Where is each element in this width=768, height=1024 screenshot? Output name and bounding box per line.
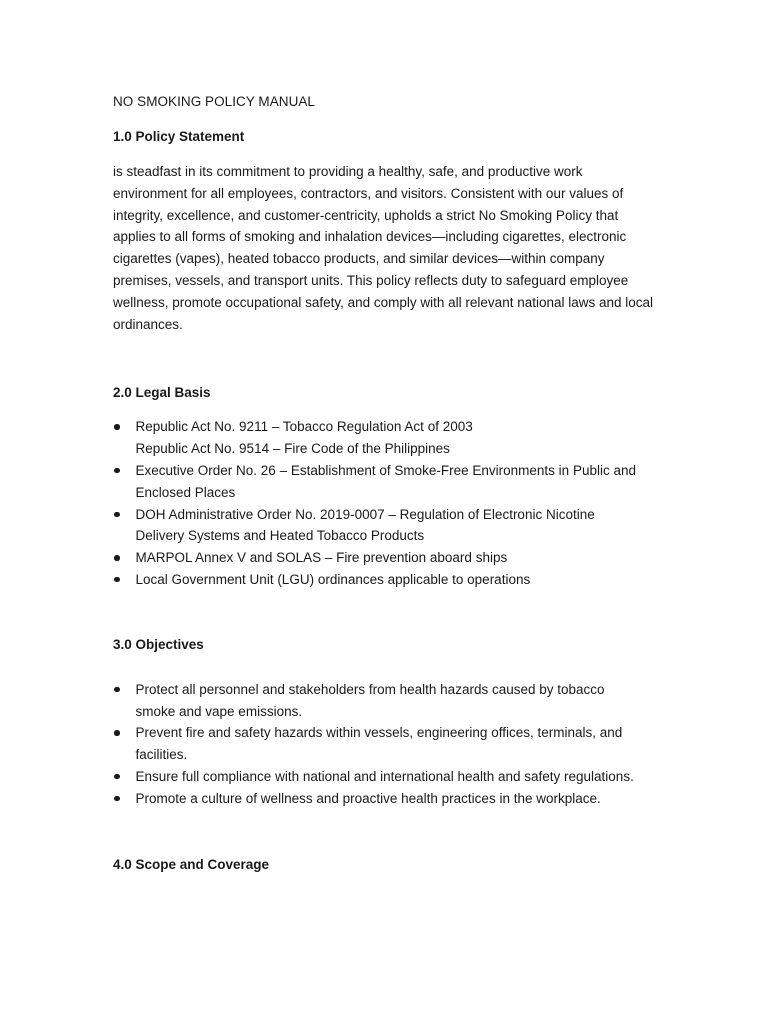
document-page: [113, 93, 658, 874]
bullet-icon: [114, 555, 120, 561]
list-item: [113, 460, 658, 504]
list-item: [113, 679, 658, 723]
document-title: NO SMOKING POLICY MANUAL: [113, 94, 315, 109]
list-item-text: Protect all personnel and stakeholders from health hazards caused by tobacco: [135, 681, 605, 697]
section-heading-legal-basis: 2.0 Legal Basis: [113, 385, 211, 401]
list-item-text: Delivery Systems and Heated Tobacco Products: [135, 528, 425, 544]
list-item-text: MARPOL Annex V and SOLAS – Fire prevention aboard ships: [135, 550, 508, 566]
bullet-icon: [114, 424, 120, 430]
list-item-text: Executive Order No. 26 – Establishment of Smoke-Free Environments in Public and: [135, 462, 636, 478]
bullet-icon: [114, 468, 120, 474]
bullet-icon: [114, 577, 120, 583]
list-item: [113, 766, 658, 788]
list-item: [113, 416, 658, 460]
bullet-icon: [114, 687, 120, 693]
list-item-text: DOH Administrative Order No. 2019-0007 – Regulation of Electronic Nicotine: [135, 506, 595, 522]
list-item-text: smoke and vape emissions.: [135, 703, 303, 719]
list-item-text: Republic Act No. 9211 – Tobacco Regulation Act of 2003: [135, 419, 473, 435]
legal-basis-list: [113, 416, 658, 590]
list-item-text: Enclosed Places: [135, 484, 236, 500]
list-item: [113, 504, 658, 548]
bullet-icon: [114, 512, 120, 518]
section-heading-policy-statement: 1.0 Policy Statement: [113, 129, 245, 144]
policy-statement-body: is steadfast in its commitment to providing a healthy, safe, and productive work environment for all employees, contractors, and visitors. Consistent with our values of integrity, excellence, and customer-centricity, upholds a strict No Smoking Policy that applies to all forms of smoking and inhalation devices—including cigarettes, electronic cigarettes (vapes), heated tobacco products, and similar devices—within company premises, vessels, and transport units. This policy reflects duty to safeguard employee wellness, promote occupational safety, and comply with all relevant national laws and local ordinances.: [113, 164, 654, 332]
list-item-text: Republic Act No. 9514 – Fire Code of the Philippines: [135, 441, 450, 457]
list-item-text: Ensure full compliance with national and international health and safety regulations.: [135, 768, 634, 784]
bullet-icon: [114, 796, 120, 802]
list-item-text: Local Government Unit (LGU) ordinances applicable to operations: [135, 571, 531, 587]
bullet-icon: [114, 774, 120, 780]
list-item: [113, 722, 658, 766]
list-item-text: Promote a culture of wellness and proactive health practices in the workplace.: [135, 790, 601, 806]
list-item: [113, 569, 658, 591]
list-item-text: facilities.: [135, 747, 188, 763]
section-heading-objectives: 3.0 Objectives: [113, 636, 204, 652]
objectives-list: [113, 679, 658, 810]
section-heading-scope-coverage: 4.0 Scope and Coverage: [113, 856, 270, 872]
list-item-text: Prevent fire and safety hazards within vessels, engineering offices, terminals, and: [135, 725, 623, 741]
bullet-icon: [114, 730, 120, 736]
list-item: [113, 547, 658, 569]
list-item: [113, 788, 658, 810]
